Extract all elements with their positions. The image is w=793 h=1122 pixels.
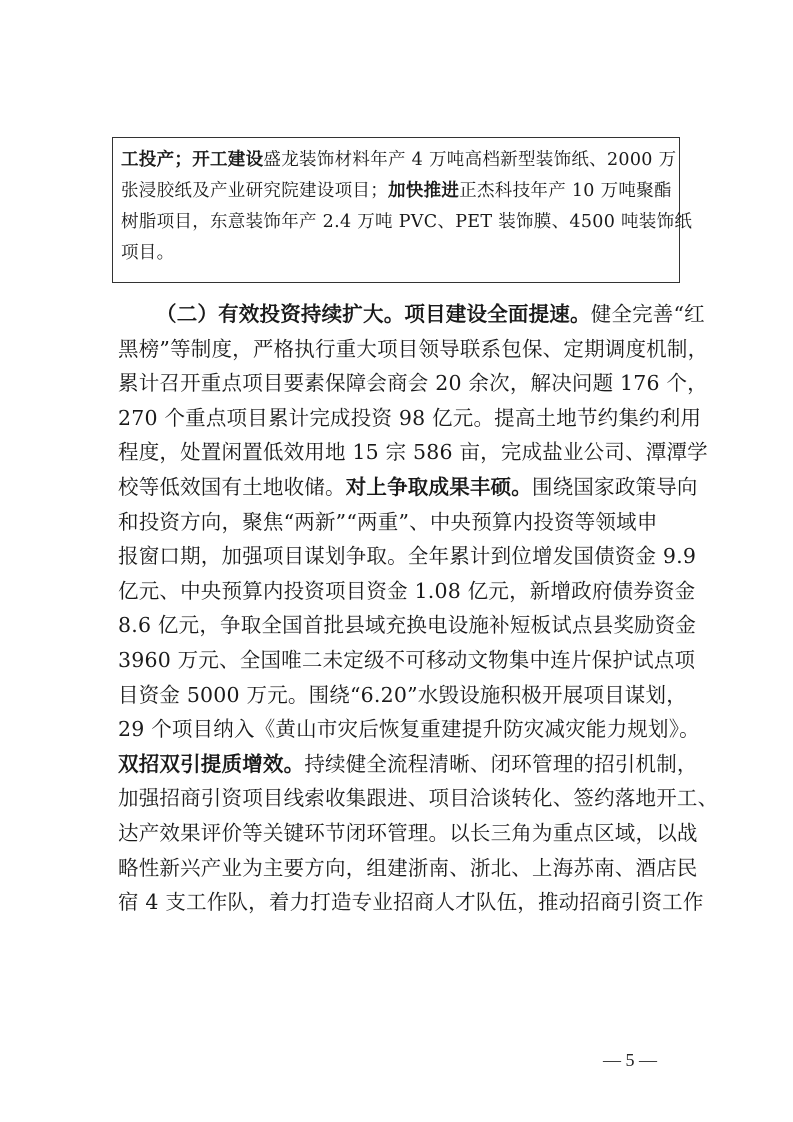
text-run: 张浸胶纸及产业研究院建设项目； <box>121 181 388 201</box>
bold-heading-text: 工投产； <box>121 150 193 170</box>
body-line <box>118 851 698 886</box>
body-line <box>118 781 719 816</box>
text-run: 树脂项目，东意装饰年产 2.4 万吨 PVC、PET 装饰膜、4500 吨装饰纸 <box>121 212 693 232</box>
text-run: 正杰科技年产 10 万吨聚酯 <box>459 181 672 201</box>
text-run: 宿 4 支工作队，着力打造专业招商人才队伍，推动招商引资工作 <box>118 890 704 915</box>
body-line <box>118 885 704 920</box>
text-run: 盛龙装饰材料年产 4 万吨高档新型装饰纸、2000 万 <box>263 150 677 170</box>
body-line <box>118 401 702 436</box>
text-run: 亿元、中央预算内投资项目资金 1.08 亿元，新增政府债券资金 <box>118 578 696 603</box>
body-line <box>118 574 696 609</box>
text-run: 略性新兴产业为主要方向，组建浙南、浙北、上海苏南、酒店民 <box>118 855 698 880</box>
text-run: 3960 万元、全国唯二未定级不可移动文物集中连片保护试点项 <box>118 647 696 672</box>
box-line <box>121 145 677 176</box>
body-paragraph <box>118 297 719 920</box>
text-run: 持续健全流程清晰、闭环管理的招引机制， <box>304 751 698 776</box>
body-line <box>118 470 698 505</box>
text-run: 达产效果评价等关键环节闭环管理。以长三角为重点区域，以战 <box>118 820 698 845</box>
text-run: 项目。 <box>121 243 175 263</box>
box-line <box>121 207 693 238</box>
text-run: 累计召开重点项目要素保障会商会 20 余次，解决问题 176 个， <box>118 371 708 396</box>
box-line <box>121 176 671 207</box>
box-line <box>121 238 671 269</box>
bold-heading-text: 对上争取成果丰硕。 <box>345 474 533 499</box>
body-line <box>118 505 683 540</box>
body-line <box>118 747 698 782</box>
text-run: 270 个重点项目累计完成投资 98 亿元。提高土地节约集约利用 <box>118 405 702 430</box>
body-line <box>118 435 708 470</box>
text-run: 8.6 亿元，争取全国首批县域充换电设施补短板试点县奖励资金 <box>118 613 697 638</box>
body-line <box>118 816 698 851</box>
bold-heading-text: 双招双引提质增效。 <box>118 751 305 776</box>
bold-heading-text: 加快推进 <box>388 181 460 201</box>
body-line <box>118 366 708 401</box>
text-run: 围绕国家政策导向 <box>532 474 698 499</box>
body-line <box>118 297 705 332</box>
body-line <box>118 643 696 678</box>
boxed-project-list <box>112 137 693 283</box>
text-run: 加强招商引资项目线索收集跟进、项目洽谈转化、签约落地开工、 <box>118 786 719 811</box>
text-run: 报窗口期，加强项目谋划争取。全年累计到位增发国债资金 9.9 <box>118 544 697 569</box>
body-line <box>118 539 697 574</box>
text-run: 校等低效国有土地收储。 <box>118 474 346 499</box>
bold-heading-text: （二）有效投资持续扩大。项目建设全面提速。 <box>156 302 591 326</box>
text-run: 29 个项目纳入《黄山市灾后恢复重建提升防灾减灾能力规划》。 <box>118 717 700 742</box>
body-line <box>118 332 709 367</box>
text-run: 黑榜”等制度，严格执行重大项目领导联系包保、定期调度机制， <box>118 336 709 361</box>
body-line <box>118 678 687 713</box>
bold-heading-text: 开工建设 <box>192 150 264 170</box>
page-number: — 5 — <box>603 1050 657 1070</box>
text-run: 目资金 5000 万元。围绕“6.20”水毁设施积极开展项目谋划， <box>118 682 687 707</box>
text-run: 和投资方向，聚焦“两新”“两重”、中央预算内投资等领域申 <box>118 509 658 534</box>
text-run: 程度，处置闲置低效用地 15 宗 586 亩，完成盐业公司、潭潭学 <box>118 440 708 465</box>
text-run: 健全完善“红 <box>590 302 705 326</box>
body-line <box>118 712 700 747</box>
body-line <box>118 608 697 643</box>
